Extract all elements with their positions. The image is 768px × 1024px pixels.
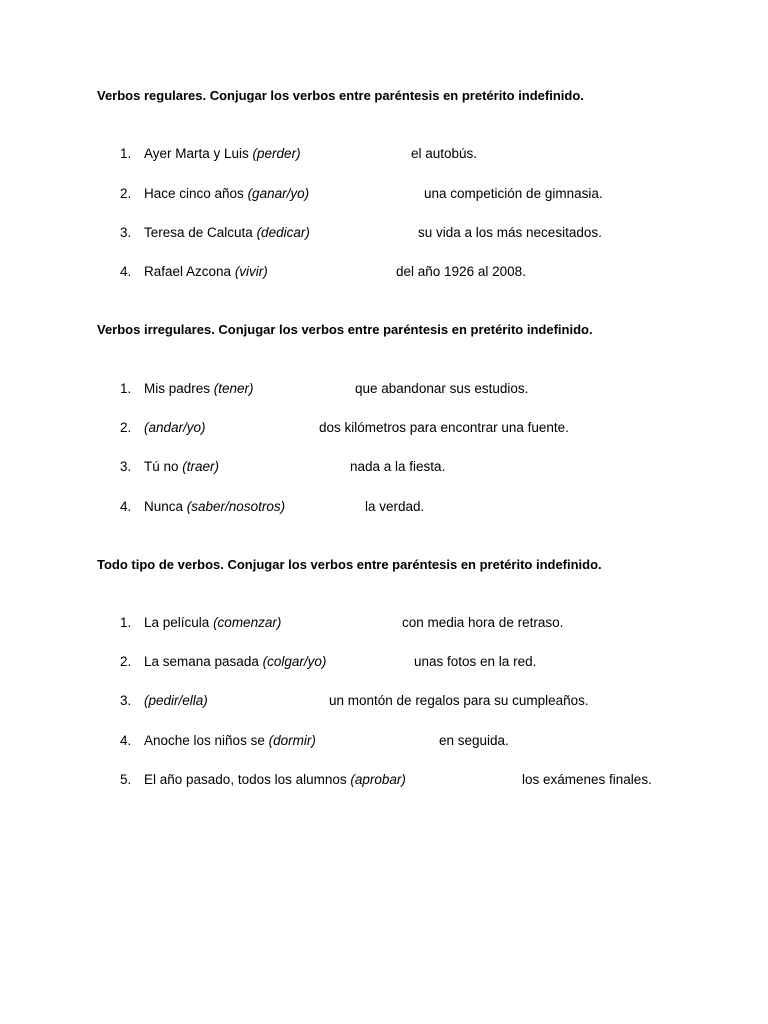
item-number: 4. — [120, 733, 132, 748]
item-number: 1. — [120, 615, 132, 630]
item-verb: (andar/yo) — [144, 420, 206, 435]
item-verb: (tener) — [213, 381, 254, 396]
item-rest: en seguida. — [439, 733, 509, 748]
item-prompt — [144, 459, 219, 474]
item-prompt — [144, 733, 316, 748]
item-verb: (perder) — [252, 146, 301, 161]
item-prompt-text: Anoche los niños se — [144, 733, 269, 748]
item-rest: un montón de regalos para su cumpleaños. — [329, 693, 589, 708]
item-verb: (dormir) — [268, 733, 316, 748]
item-number: 2. — [120, 420, 132, 435]
item-rest: la verdad. — [365, 499, 425, 514]
section-title-irregulares: Verbos irregulares. Conjugar los verbos entre paréntesis en pretérito indefinido. — [97, 322, 593, 337]
item-rest: el autobús. — [411, 146, 478, 161]
item-prompt-text: La semana pasada — [144, 654, 263, 669]
item-rest: su vida a los más necesitados. — [418, 225, 602, 240]
item-number: 4. — [120, 499, 132, 514]
item-prompt-text: Rafael Azcona — [144, 264, 235, 279]
item-verb: (colgar/yo) — [262, 654, 327, 669]
item-prompt-text: Nunca — [144, 499, 187, 514]
item-verb: (dedicar) — [256, 225, 310, 240]
item-prompt — [144, 381, 254, 396]
item-verb: (traer) — [182, 459, 220, 474]
item-prompt — [144, 654, 326, 669]
item-prompt-text: Teresa de Calcuta — [144, 225, 257, 240]
item-prompt — [144, 693, 208, 708]
item-number: 2. — [120, 186, 132, 201]
item-prompt-text: Ayer Marta y Luis — [144, 146, 253, 161]
item-number: 3. — [120, 459, 132, 474]
item-number: 1. — [120, 146, 132, 161]
item-prompt — [144, 264, 268, 279]
item-rest: nada a la fiesta. — [350, 459, 446, 474]
item-verb: (comenzar) — [213, 615, 282, 630]
item-number: 4. — [120, 264, 132, 279]
item-number: 2. — [120, 654, 132, 669]
section-title-todo-tipo: Todo tipo de verbos. Conjugar los verbos entre paréntesis en pretérito indefinido. — [97, 557, 602, 572]
item-number: 3. — [120, 225, 132, 240]
item-prompt — [144, 420, 206, 435]
item-prompt-text: El año pasado, todos los alumnos — [144, 772, 351, 787]
item-prompt — [144, 146, 301, 161]
item-prompt-text: Mis padres — [144, 381, 214, 396]
item-rest: dos kilómetros para encontrar una fuente. — [319, 420, 569, 435]
item-prompt — [144, 615, 281, 630]
section-title-regulares: Verbos regulares. Conjugar los verbos entre paréntesis en pretérito indefinido. — [97, 88, 584, 103]
item-prompt — [144, 499, 285, 514]
item-verb: (vivir) — [234, 264, 268, 279]
item-rest: con media hora de retraso. — [402, 615, 564, 630]
item-rest: del año 1926 al 2008. — [396, 264, 526, 279]
item-prompt-text: Hace cinco años — [144, 186, 248, 201]
item-verb: (pedir/ella) — [144, 693, 208, 708]
item-verb: (ganar/yo) — [247, 186, 310, 201]
item-rest: una competición de gimnasia. — [424, 186, 603, 201]
item-rest: los exámenes finales. — [522, 772, 652, 787]
item-prompt — [144, 772, 406, 787]
item-verb: (saber/nosotros) — [186, 499, 286, 514]
item-prompt — [144, 225, 310, 240]
item-number: 1. — [120, 381, 132, 396]
item-verb: (aprobar) — [350, 772, 406, 787]
item-number: 5. — [120, 772, 132, 787]
item-rest: unas fotos en la red. — [414, 654, 537, 669]
item-number: 3. — [120, 693, 132, 708]
item-prompt-text: Tú no — [144, 459, 183, 474]
item-rest: que abandonar sus estudios. — [355, 381, 529, 396]
item-prompt-text: La película — [144, 615, 214, 630]
item-prompt — [144, 186, 309, 201]
